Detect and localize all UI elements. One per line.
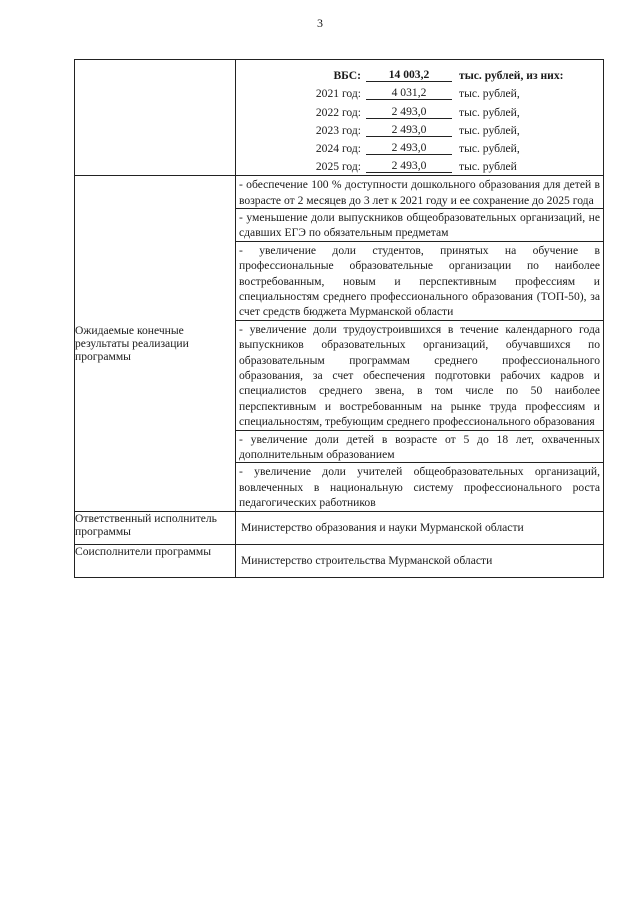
funding-total-unit: тыс. рублей, из них: [459,69,564,83]
funding-year-label: 2024 год: [315,141,361,155]
funding-year-unit: тыс. рублей, [459,87,520,101]
funding-year-value: 2 493,0 [366,141,452,155]
coexecutors-value: Министерство строительства Мурманской области [241,554,493,568]
funding-year-unit: тыс. рублей, [459,141,520,155]
funding-year-row [236,155,603,173]
result-item: - уменьшение доли выпускников общеобразовательных организаций, не сдавших ЕГЭ по обязательным предметам [236,209,603,242]
coexecutors-cell [236,544,604,577]
result-item: - увеличение доли детей в возрасте от 5 до 18 лет, охваченных дополнительным образованием [236,431,603,464]
result-item: - увеличение доли студентов, принятых на обучение в профессиональные образовательные организации по наиболее востребованным, новым и перспективным профессиям и специальностям среднего профессионального образования (ТОП-50), за счет средств бюджета Мурманской области [236,242,603,321]
funding-year-unit: тыс. рублей, [459,105,520,119]
coexecutors-row [75,544,604,577]
funding-year-label: 2025 год: [315,160,361,174]
funding-year-row [236,137,603,155]
expected-results-row [75,176,604,512]
funding-total-label: ВБС: [333,69,361,83]
funding-cell [236,60,604,176]
funding-label-cell [75,60,236,176]
coexecutors-label: Соисполнители программы [75,544,236,577]
funding-total-row [236,64,603,82]
funding-total-value: 14 003,2 [366,68,452,82]
expected-results-cell [236,176,604,512]
funding-year-value: 2 493,0 [366,105,452,119]
funding-year-unit: тыс. рублей [459,160,517,174]
funding-year-value: 2 493,0 [366,159,452,173]
funding-year-label: 2023 год: [315,123,361,137]
funding-year-unit: тыс. рублей, [459,123,520,137]
responsible-label: Ответственный исполнитель программы [75,511,236,544]
funding-year-row [236,119,603,137]
funding-year-row [236,100,603,118]
result-item: - увеличение доли учителей общеобразовательных организаций, вовлеченных в национальную систему профессионального роста педагогических работников [239,465,600,510]
funding-year-row [236,82,603,100]
funding-year-label: 2022 год: [315,105,361,119]
funding-block [236,60,603,175]
funding-year-label: 2021 год: [315,87,361,101]
responsible-value: Министерство образования и науки Мурманской области [241,521,524,535]
responsible-row [75,511,604,544]
program-passport-table [74,59,604,578]
funding-year-value: 2 493,0 [366,123,452,137]
funding-year-value: 4 031,2 [366,86,452,100]
page-number: 3 [317,16,323,30]
expected-results-label: Ожидаемые конечные результаты реализации программы [75,176,236,512]
responsible-cell [236,511,604,544]
result-item: - увеличение доли трудоустроившихся в течение календарного года выпускников образовательных организаций, обучавшихся по образовательным программам среднего профессионального образования, за счет обеспечения подготовки рабочих кадров и специалистов среднего звена, в том числе по 50 наиболее перспективным и востребованным на рынке труда профессиям и специальностям, требующим среднего профессионального образования [236,321,603,431]
funding-row [75,60,604,176]
result-item: - обеспечение 100 % доступности дошкольного образования для детей в возрасте от 2 месяцев до 3 лет к 2021 году и ее сохранение до 2025 года [236,176,603,209]
